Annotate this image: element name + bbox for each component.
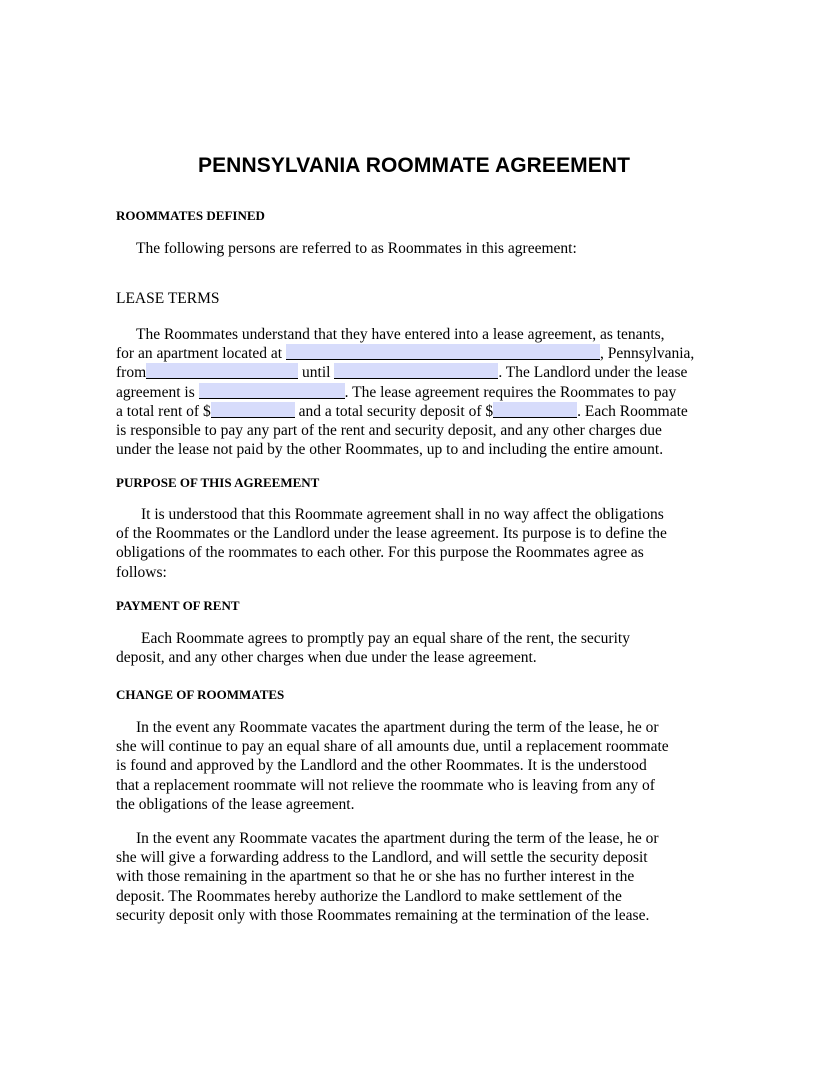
lease-terms-line: a total rent of $	[116, 402, 211, 420]
lease-terms-line: from	[116, 364, 147, 382]
purpose-line: It is understood that this Roommate agreement shall in no way affect the obligations	[141, 506, 664, 523]
lease-terms-line: agreement is	[116, 383, 195, 401]
change-line: that a replacement roommate will not relieve the roommate who is leaving from any of	[116, 776, 655, 794]
lease-terms-line: , Pennsylvania,	[600, 345, 695, 363]
change-line: she will give a forwarding address to the Landlord, and will settle the security deposit	[116, 849, 648, 867]
change-line: security deposit only with those Roommates remaining at the termination of the lease.	[116, 906, 650, 924]
lease-terms-line: . The Landlord under the lease	[498, 364, 688, 382]
change-line: she will continue to pay an equal share of all amounts due, until a replacement roommate	[116, 738, 669, 756]
purpose-line: obligations of the roommates to each other. For this purpose the Roommates agree as	[116, 544, 644, 562]
heading-payment-of-rent: PAYMENT OF RENT	[116, 598, 240, 613]
purpose-line: of the Roommates or the Landlord under the lease agreement. Its purpose is to define the	[116, 525, 667, 543]
payment-paragraph	[116, 629, 716, 667]
lease-terms-paragraph	[116, 325, 716, 459]
lease-terms-line: . Each Roommate	[577, 402, 688, 420]
security-deposit-field[interactable]	[493, 402, 577, 418]
change-line: is found and approved by the Landlord and the other Roommates. It is the understood	[116, 757, 647, 775]
purpose-paragraph	[116, 505, 716, 582]
lease-terms-line: for an apartment located at	[116, 345, 283, 363]
document-title: PENNSYLVANIA ROOMMATE AGREEMENT	[197, 154, 631, 177]
heading-change-of-roommates: CHANGE OF ROOMMATES	[116, 687, 285, 702]
landlord-name-field[interactable]	[199, 383, 345, 399]
lease-terms-line: and a total security deposit of $	[298, 402, 494, 420]
roommates-defined-paragraph	[116, 239, 716, 258]
lease-terms-line: is responsible to pay any part of the rent and security deposit, and any other charges due	[116, 421, 662, 439]
change-paragraph-1	[116, 718, 716, 814]
lease-terms-line: under the lease not paid by the other Roommates, up to and including the entire amount.	[116, 441, 664, 459]
until-date-field[interactable]	[334, 363, 498, 379]
payment-line: deposit, and any other charges when due under the lease agreement.	[116, 649, 537, 667]
payment-line: Each Roommate agrees to promptly pay an equal share of the rent, the security	[141, 630, 630, 647]
purpose-line: follows:	[116, 563, 167, 581]
heading-roommates-defined: ROOMMATES DEFINED	[116, 208, 265, 223]
total-rent-field[interactable]	[211, 402, 295, 418]
change-line: In the event any Roommate vacates the apartment during the term of the lease, he or	[136, 830, 659, 847]
lease-terms-line: . The lease agreement requires the Roommates to pay	[344, 383, 677, 401]
change-paragraph-2	[116, 829, 716, 925]
roommates-defined-text: The following persons are referred to as Roommates in this agreement:	[136, 240, 577, 257]
lease-terms-line: until	[302, 364, 331, 382]
change-line: deposit. The Roommates hereby authorize the Landlord to make settlement of the	[116, 887, 622, 905]
lease-terms-line: The Roommates understand that they have entered into a lease agreement, as tenants,	[136, 326, 665, 343]
heading-lease-terms: LEASE TERMS	[116, 290, 220, 307]
heading-purpose: PURPOSE OF THIS AGREEMENT	[116, 475, 320, 490]
change-line: with those remaining in the apartment so that he or she has no further interest in the	[116, 868, 635, 886]
apartment-address-field[interactable]	[286, 344, 600, 360]
change-line: the obligations of the lease agreement.	[116, 795, 355, 813]
change-line: In the event any Roommate vacates the apartment during the term of the lease, he or	[136, 719, 659, 736]
from-date-field[interactable]	[146, 363, 298, 379]
